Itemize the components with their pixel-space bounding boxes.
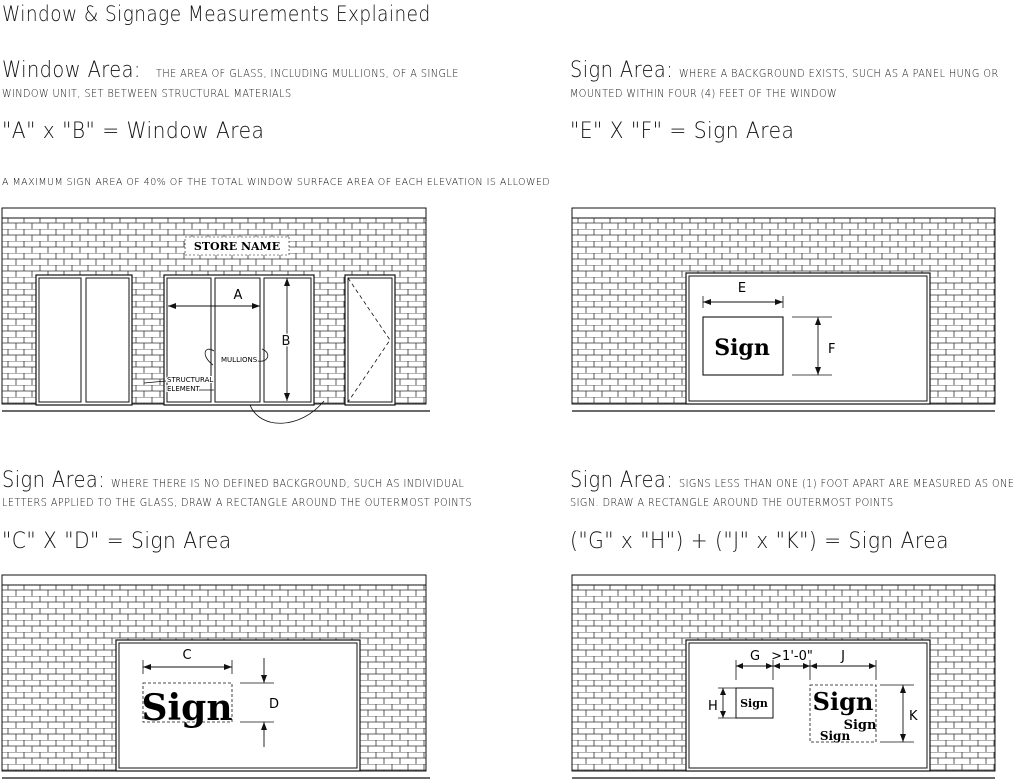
label-mullions: MULLIONS bbox=[221, 356, 258, 364]
window-area-heading: Window Area: bbox=[2, 58, 141, 83]
label-structural-2: ELEMENT bbox=[167, 385, 200, 393]
sign-multiple-diagram bbox=[570, 572, 1000, 782]
door-pane bbox=[348, 278, 392, 402]
label-g: G bbox=[749, 649, 761, 664]
sign-area-nobg-desc-1: WHERE THERE IS NO DEFINED BACKGROUND, SUCH AS INDIVIDUAL bbox=[111, 478, 465, 490]
window-area-desc-1: THE AREA OF GLASS, INCLUDING MULLIONS, OF A SINGLE bbox=[155, 68, 459, 80]
sign-area-multi-formula: ("G" x "H") + ("J" x "K") = Sign Area bbox=[570, 529, 950, 554]
store-name-text: STORE NAME bbox=[193, 240, 281, 253]
window-area-diagram bbox=[0, 205, 432, 427]
label-c: C bbox=[182, 648, 192, 663]
sign-area-bg-desc-1: WHERE A BACKGROUND EXISTS, SUCH AS A PANEL HUNG OR bbox=[679, 68, 999, 80]
roof-cap bbox=[572, 575, 995, 585]
window-area-desc-2: WINDOW UNIT, SET BETWEEN STRUCTURAL MATERIALS bbox=[2, 88, 292, 100]
label-k: K bbox=[909, 709, 918, 724]
page-title: Window & Signage Measurements Explained bbox=[2, 2, 431, 26]
label-e: E bbox=[737, 281, 747, 296]
label-spacing: >1'-0" bbox=[771, 649, 813, 664]
sign-no-background-diagram bbox=[0, 572, 432, 782]
sign-area-multi-desc-2: SIGN. DRAW A RECTANGLE AROUND THE OUTERMOST POINTS bbox=[570, 497, 894, 509]
sign-area-nobg-heading-line bbox=[2, 468, 495, 493]
sign-area-bg-desc-2: MOUNTED WITHIN FOUR (4) FEET OF THE WINDOW bbox=[570, 88, 838, 100]
cluster-sign-large: Sign bbox=[812, 687, 874, 716]
window-area-heading-line bbox=[2, 58, 485, 83]
roof-cap bbox=[572, 208, 995, 218]
roof-cap bbox=[2, 575, 426, 585]
window-area-formula: "A" x "B" = Window Area bbox=[2, 119, 265, 144]
label-b: B bbox=[281, 334, 291, 349]
label-f: F bbox=[828, 342, 836, 357]
sign-area-multi-heading: Sign Area: bbox=[570, 468, 674, 493]
sign-area-nobg-desc-2: LETTERS APPLIED TO THE GLASS, DRAW A RECTANGLE AROUND THE OUTERMOST POINTS bbox=[2, 497, 473, 509]
sign-area-nobg-formula: "C" X "D" = Sign Area bbox=[2, 529, 232, 554]
sign-area-bg-heading: Sign Area: bbox=[570, 58, 674, 83]
max-sign-area-note: A MAXIMUM SIGN AREA OF 40% OF THE TOTAL WINDOW SURFACE AREA OF EACH ELEVATION IS ALLOWED bbox=[2, 177, 551, 188]
sign-area-bg-formula: "E" X "F" = Sign Area bbox=[570, 119, 795, 144]
label-h: H bbox=[708, 699, 718, 714]
sign-area-nobg-heading: Sign Area: bbox=[2, 468, 106, 493]
sign-area-multi-desc-1: SIGNS LESS THAN ONE (1) FOOT APART ARE MEASURED AS ONE bbox=[679, 478, 1015, 490]
sign-background-diagram bbox=[570, 205, 1000, 417]
sign-word: Sign bbox=[141, 687, 233, 729]
left-window-pane-1 bbox=[39, 278, 81, 402]
label-a: A bbox=[233, 288, 243, 303]
small-sign-word: Sign bbox=[740, 697, 768, 710]
roof-cap bbox=[2, 208, 426, 218]
cluster-sign-small: Sign bbox=[819, 729, 851, 743]
label-j: J bbox=[841, 649, 845, 664]
left-window-pane-2 bbox=[86, 278, 129, 402]
sign-area-multi-heading-line bbox=[570, 468, 1034, 493]
label-structural-1: STRUCTURAL bbox=[167, 376, 214, 384]
label-d: D bbox=[269, 697, 280, 712]
sign-word: Sign bbox=[714, 335, 770, 361]
cluster-sign-medium: Sign bbox=[843, 718, 877, 733]
sign-area-bg-heading-line bbox=[570, 58, 1027, 83]
